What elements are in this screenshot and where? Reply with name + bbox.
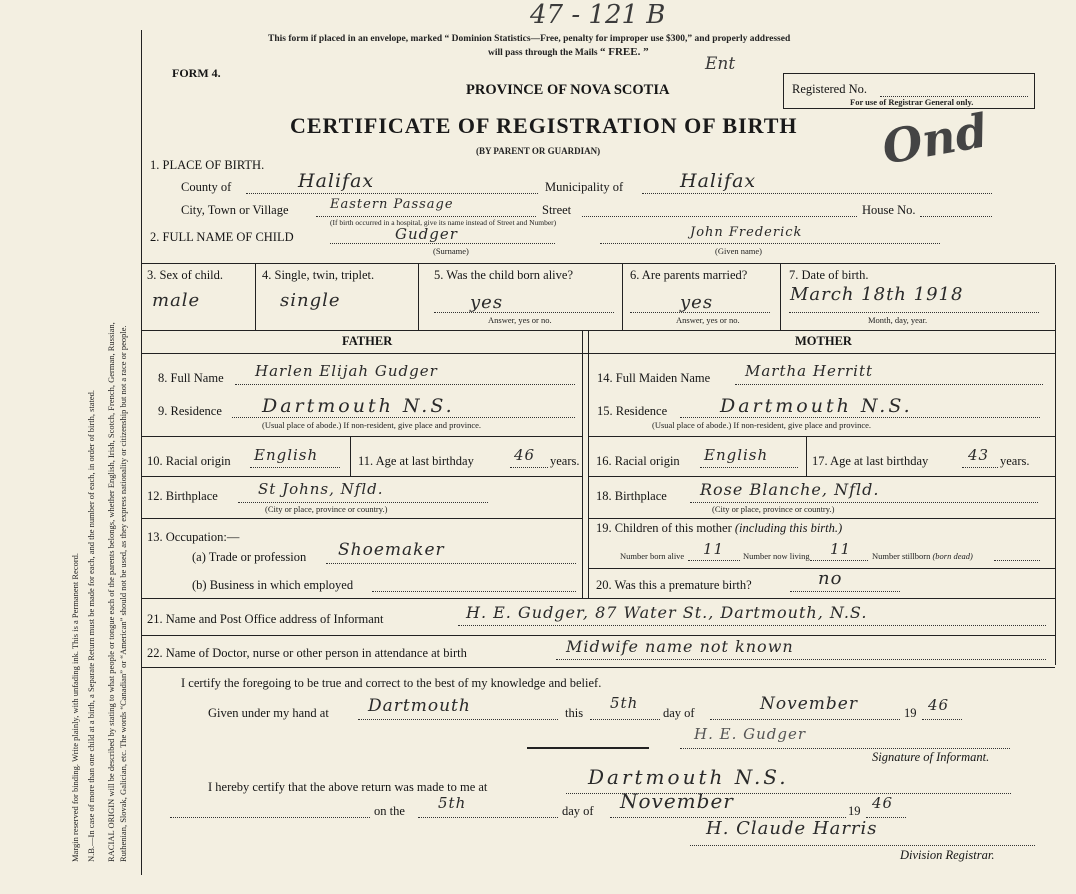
father-business-label: (b) Business in which employed xyxy=(192,578,354,592)
father-occupation-label: 13. Occupation:— xyxy=(147,530,240,544)
father-residence-label: 9. Residence xyxy=(158,404,222,418)
mother-heading: MOTHER xyxy=(795,334,852,348)
date-of-birth-label: 7. Date of birth. xyxy=(789,268,869,282)
mother-residence-label: 15. Residence xyxy=(597,404,668,418)
place-heading: 1. PLACE OF BIRTH. xyxy=(150,158,265,172)
margin-note-multiple-births: N.B.—In case of more than one child at a birth, a Separate Return must be made for each, and the number of each, in order of birth, stated. xyxy=(86,389,96,862)
margin-note-racial-origin: RACIAL ORIGIN will be described by stating to what people or tongue each of the parents belongs, whether English, Irish, Scotch, French, German, Russian, xyxy=(106,322,116,862)
registrar-year-prefix: 19 xyxy=(848,804,861,818)
hospital-note: (If birth occurred in a hospital, give its name instead of Street and Number) xyxy=(330,218,557,227)
mother-age-label: 17. Age at last birthday xyxy=(812,454,929,468)
division-registrar-caption: Division Registrar. xyxy=(900,848,995,862)
now-living-count-label: Number now living xyxy=(743,551,810,561)
born-alive-label: 5. Was the child born alive? xyxy=(434,268,574,282)
father-racial-label: 10. Racial origin xyxy=(147,454,231,468)
registered-label: Registered No. xyxy=(792,82,867,96)
mother-children-label: 19. Children of this mother (including this birth.) xyxy=(596,521,843,535)
father-age-value: 46 xyxy=(514,446,536,464)
child-surname-value: Gudger xyxy=(395,225,458,243)
mother-age-years: years. xyxy=(1000,454,1030,468)
father-age-label: 11. Age at last birthday xyxy=(358,454,474,468)
envelope-note-line1: This form if placed in an envelope, marked “ Dominion Statistics—Free, penalty for improper use $300,” and properly addressed xyxy=(268,34,791,44)
plurality-value: single xyxy=(280,290,341,311)
informant-value: H. E. Gudger, 87 Water St., Dartmouth, N.S. xyxy=(466,603,868,622)
county-label: County of xyxy=(181,180,232,194)
registered-note: For use of Registrar General only. xyxy=(850,97,974,107)
father-residence-value: Dartmouth N.S. xyxy=(262,395,455,417)
father-name-label: 8. Full Name xyxy=(158,371,224,385)
right-border xyxy=(1055,265,1056,665)
mother-birthplace-value: Rose Blanche, Nfld. xyxy=(700,480,880,499)
mother-age-value: 43 xyxy=(968,446,990,464)
born-alive-count-value: 11 xyxy=(703,540,725,558)
registrar-place-value: Dartmouth N.S. xyxy=(588,765,789,789)
street-label: Street xyxy=(542,203,572,217)
informant-label: 21. Name and Post Office address of Informant xyxy=(147,612,384,626)
father-birthplace-caption: (City or place, province or country.) xyxy=(265,504,388,514)
date-of-birth-value: March 18th 1918 xyxy=(790,284,964,305)
registrar-day-value: 5th xyxy=(438,794,467,812)
pencil-file-number: 47 - 121 B xyxy=(530,0,666,30)
father-birthplace-value: St Johns, Nfld. xyxy=(258,480,384,498)
given-day-of-label: day of xyxy=(663,706,695,720)
sex-value: male xyxy=(152,290,201,311)
informant-signature: H. E. Gudger xyxy=(694,725,806,743)
mother-name-label: 14. Full Maiden Name xyxy=(597,371,711,385)
parents-married-caption: Answer, yes or no. xyxy=(676,315,740,325)
father-birthplace-label: 12. Birthplace xyxy=(147,489,218,503)
father-residence-caption: (Usual place of abode.) If non-resident, give place and province. xyxy=(262,420,482,430)
given-month-value: November xyxy=(760,694,858,714)
city-label: City, Town or Village xyxy=(181,203,289,217)
child-given-value: John Frederick xyxy=(690,225,803,240)
now-living-count-value: 11 xyxy=(830,540,852,558)
given-under-hand-label: Given under my hand at xyxy=(208,706,329,720)
mother-racial-value: English xyxy=(704,446,769,464)
left-border xyxy=(141,30,142,875)
father-name-value: Harlen Elijah Gudger xyxy=(255,362,438,380)
informant-certification-text: I certify the foregoing to be true and correct to the best of my knowledge and belief. xyxy=(181,676,602,690)
mother-birthplace-label: 18. Birthplace xyxy=(596,489,667,503)
registrar-month-value: November xyxy=(620,789,734,813)
city-value: Eastern Passage xyxy=(330,197,454,212)
registrar-signature: H. Claude Harris xyxy=(706,818,878,839)
given-year-prefix: 19 xyxy=(904,706,917,720)
mother-racial-label: 16. Racial origin xyxy=(596,454,680,468)
given-day-value: 5th xyxy=(610,694,639,712)
house-label: House No. xyxy=(862,203,916,217)
margin-note-nationality: Ruthenian, Slovak, Galician, etc. The words “Canadian” or “American” should not be used, as they express nationality or citizenship but not a race or people. xyxy=(118,325,128,862)
premature-label: 20. Was this a premature birth? xyxy=(596,578,752,592)
date-of-birth-caption: Month, day, year. xyxy=(868,315,928,325)
informant-signature-caption: Signature of Informant. xyxy=(872,750,990,764)
born-alive-caption: Answer, yes or no. xyxy=(488,315,552,325)
given-year-value: 46 xyxy=(928,696,950,714)
envelope-note-line2: will pass through the Mails “ FREE. ” xyxy=(488,46,649,58)
mother-name-value: Martha Herritt xyxy=(745,362,874,380)
surname-caption: (Surname) xyxy=(433,246,469,256)
father-racial-value: English xyxy=(254,446,319,464)
plurality-label: 4. Single, twin, triplet. xyxy=(262,268,375,282)
mother-residence-caption: (Usual place of abode.) If non-resident, give place and province. xyxy=(652,420,872,430)
registrar-year-value: 46 xyxy=(872,794,894,812)
born-alive-count-label: Number born alive xyxy=(620,551,685,561)
registrar-certification-text: I hereby certify that the above return was made to me at xyxy=(208,780,488,794)
parents-married-value: yes xyxy=(680,292,714,313)
municipality-value: Halifax xyxy=(680,170,757,192)
child-name-label: 2. FULL NAME OF CHILD xyxy=(150,230,294,244)
registrar-day-of-label: day of xyxy=(562,804,594,818)
mother-birthplace-caption: (City or place, province or country.) xyxy=(712,504,835,514)
mother-residence-value: Dartmouth N.S. xyxy=(720,395,913,417)
municipality-label: Municipality of xyxy=(545,180,624,194)
ent-note: Ent xyxy=(705,54,736,74)
form-number: FORM 4. xyxy=(172,66,221,80)
father-age-years: years. xyxy=(550,454,580,468)
margin-note-binding: Margin reserved for binding. Write plainly, with unfading ink. This is a Permanent Record. xyxy=(70,552,80,862)
county-value: Halifax xyxy=(298,170,375,192)
given-place-value: Dartmouth xyxy=(368,696,471,716)
doctor-value: Midwife name not known xyxy=(566,637,794,656)
premature-value: no xyxy=(818,568,843,589)
page-title: CERTIFICATE OF REGISTRATION OF BIRTH xyxy=(290,113,798,138)
stillborn-count-label: Number stillborn (born dead) xyxy=(872,551,973,561)
registrar-on-the-label: on the xyxy=(374,804,405,818)
this-label: this xyxy=(565,706,584,720)
born-alive-value: yes xyxy=(470,292,504,313)
sex-label: 3. Sex of child. xyxy=(147,268,224,282)
doctor-label: 22. Name of Doctor, nurse or other person in attendance at birth xyxy=(147,646,467,660)
registrar-mark-scrawl: Ond xyxy=(878,103,992,175)
father-trade-label: (a) Trade or profession xyxy=(192,550,307,564)
parents-married-label: 6. Are parents married? xyxy=(630,268,748,282)
father-heading: FATHER xyxy=(342,334,393,348)
father-trade-value: Shoemaker xyxy=(338,540,445,560)
given-caption: (Given name) xyxy=(715,246,762,256)
page-subtitle: (BY PARENT OR GUARDIAN) xyxy=(476,146,601,156)
province-title: PROVINCE OF NOVA SCOTIA xyxy=(466,82,670,98)
